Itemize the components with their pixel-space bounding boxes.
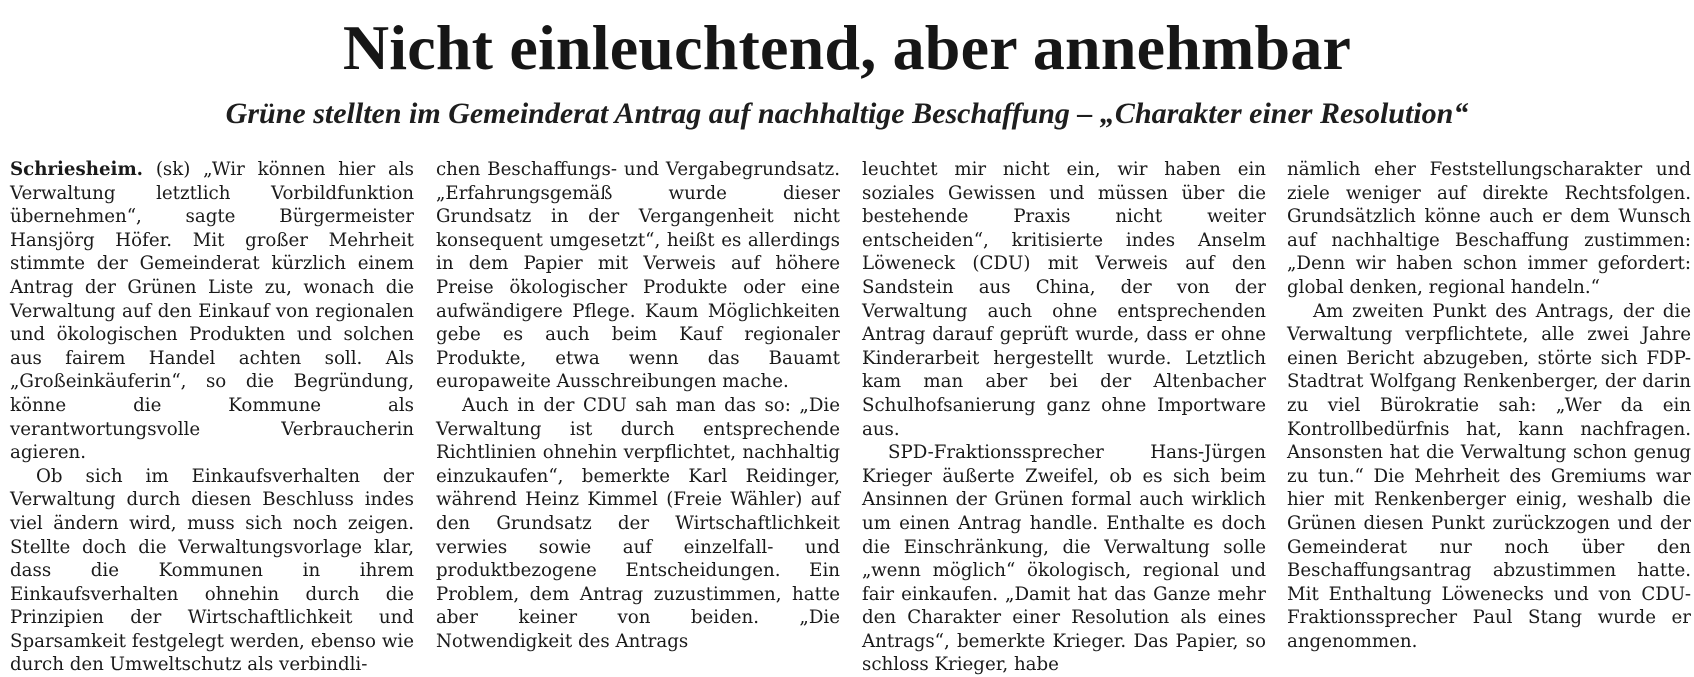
column-4-paragraph-2: Am zweiten Punkt des Antrags, der die Verwaltung verpflichtete, alle zwei Jahre einen Bericht abzugeben, störte sich FDP-Stadtrat Wolfgang Renkenberger, der darin zu viel Bürokratie sah: „Wer da ein Kontrollbedürfnis hat, kann nachfragen. Ansonsten hat die Verwaltung schon genug zu tun.“ Die Mehrheit des Gremiums war hier mit Renkenberger einig, weshalb die Grünen diesen Punkt zurückzogen und der Gemeinderat nur noch über den Beschaffungsantrag abzustimmen hatte. Mit Enthaltung Löwenecks und von CDU-Fraktionssprecher Paul Stang wurde er angenommen.: [1287, 300, 1691, 652]
column-1-paragraph-1: [10, 158, 414, 465]
headline: Nicht einleuchtend, aber annehmbar: [342, 12, 1352, 83]
article-column-4: [1287, 158, 1691, 653]
column-3-paragraph-2: SPD-Fraktionssprecher Hans-Jürgen Krieger äußerte Zweifel, ob es sich beim Ansinnen der Grünen formal auch wirklich um einen Antrag handle. Enthalte es doch die Einschränkung, die Verwaltung solle „wenn möglich“ ökologisch, regional und fair einkaufen. „Damit hat das Ganze mehr den Charakter einer Resolution als eines Antrags“, bemerkte Krieger. Das Papier, so schloss Krieger, habe: [862, 442, 1266, 676]
article-column-3: [862, 158, 1266, 677]
column-3-paragraph-1: leuchtet mir nicht ein, wir haben ein soziales Gewissen und müssen über die bestehende Praxis nicht weiter entscheiden“, kritisierte indes Anselm Löweneck (CDU) mit Verweis auf den Sandstein aus China, der von der Verwaltung auch ohne entsprechenden Antrag darauf geprüft wurde, dass er ohne Kinderarbeit hergestellt wurde. Letztlich kam man aber bei der Altenbacher Schulhofsanierung ganz ohne Importware aus.: [862, 159, 1266, 440]
column-1-paragraph-2: Ob sich im Einkaufsverhalten der Verwaltung durch diesen Beschluss indes viel ändern wird, muss sich noch zeigen. Stellte doch die Verwaltungsvorlage klar, dass die Kommunen in ihrem Einkaufsverhalten ohnehin durch die Prinzipien der Wirtschaftlichkeit und Sparsamkeit festgelegt werden, ebenso wie durch den Umweltschutz als verbindli-: [10, 465, 414, 676]
column-2-paragraph-2: Auch in der CDU sah man das so: „Die Verwaltung ist durch entsprechende Richtlinien ohnehin verpflichtet, nachhaltig einzukaufen“, bemerkte Karl Reidinger, während Heinz Kimmel (Freie Wähler) auf den Grundsatz der Wirtschaftlichkeit verwies sowie auf einzelfall- und produktbezogene Entscheidungen. Ein Problem, dem Antrag zuzustimmen, hatte aber keiner von beiden. „Die Notwendigkeit des Antrags: [436, 394, 840, 652]
dateline: Schriesheim.: [10, 159, 144, 180]
column-2-paragraph-1: chen Beschaffungs- und Vergabegrundsatz. „Erfahrungsgemäß wurde dieser Grundsatz in der Vergangenheit nicht konsequent umgesetzt“, heißt es allerdings in dem Papier mit Verweis auf höhere Preise ökologischer Produkte oder eine aufwändigere Pflege. Kaum Möglichkeiten gebe es auch beim Kauf regionaler Produkte, etwa wenn das Bauamt europaweite Ausschreibungen mache.: [436, 159, 840, 393]
column-4-paragraph-1: nämlich eher Feststellungscharakter und ziele weniger auf direkte Rechtsfolgen. Grundsätzlich könne auch er dem Wunsch auf nachhaltige Beschaffung zustimmen: „Denn wir haben schon immer gefordert: global denken, regional handeln.“: [1287, 159, 1691, 298]
article-column-1: [10, 158, 414, 677]
subheadline: Grüne stellten im Gemeinderat Antrag auf nachhaltige Beschaffung – „Charakter einer Resolution“: [225, 97, 1469, 130]
article-column-2: [436, 158, 840, 653]
column-1-paragraph-1-text: (sk) „Wir können hier als Verwaltung letztlich Vorbildfunktion übernehmen“, sagte Bürgermeister Hansjörg Höfer. Mit großer Mehrheit stimmte der Gemeinderat kürzlich einem Antrag der Grünen Liste zu, wonach die Verwaltung auf den Einkauf von regionalen und ökologischen Produkten und solchen aus fairem Handel achten soll. Als „Großeinkäuferin“, so die Begründung, könne die Kommune als verantwortungsvolle Verbraucherin agieren.: [10, 159, 414, 464]
